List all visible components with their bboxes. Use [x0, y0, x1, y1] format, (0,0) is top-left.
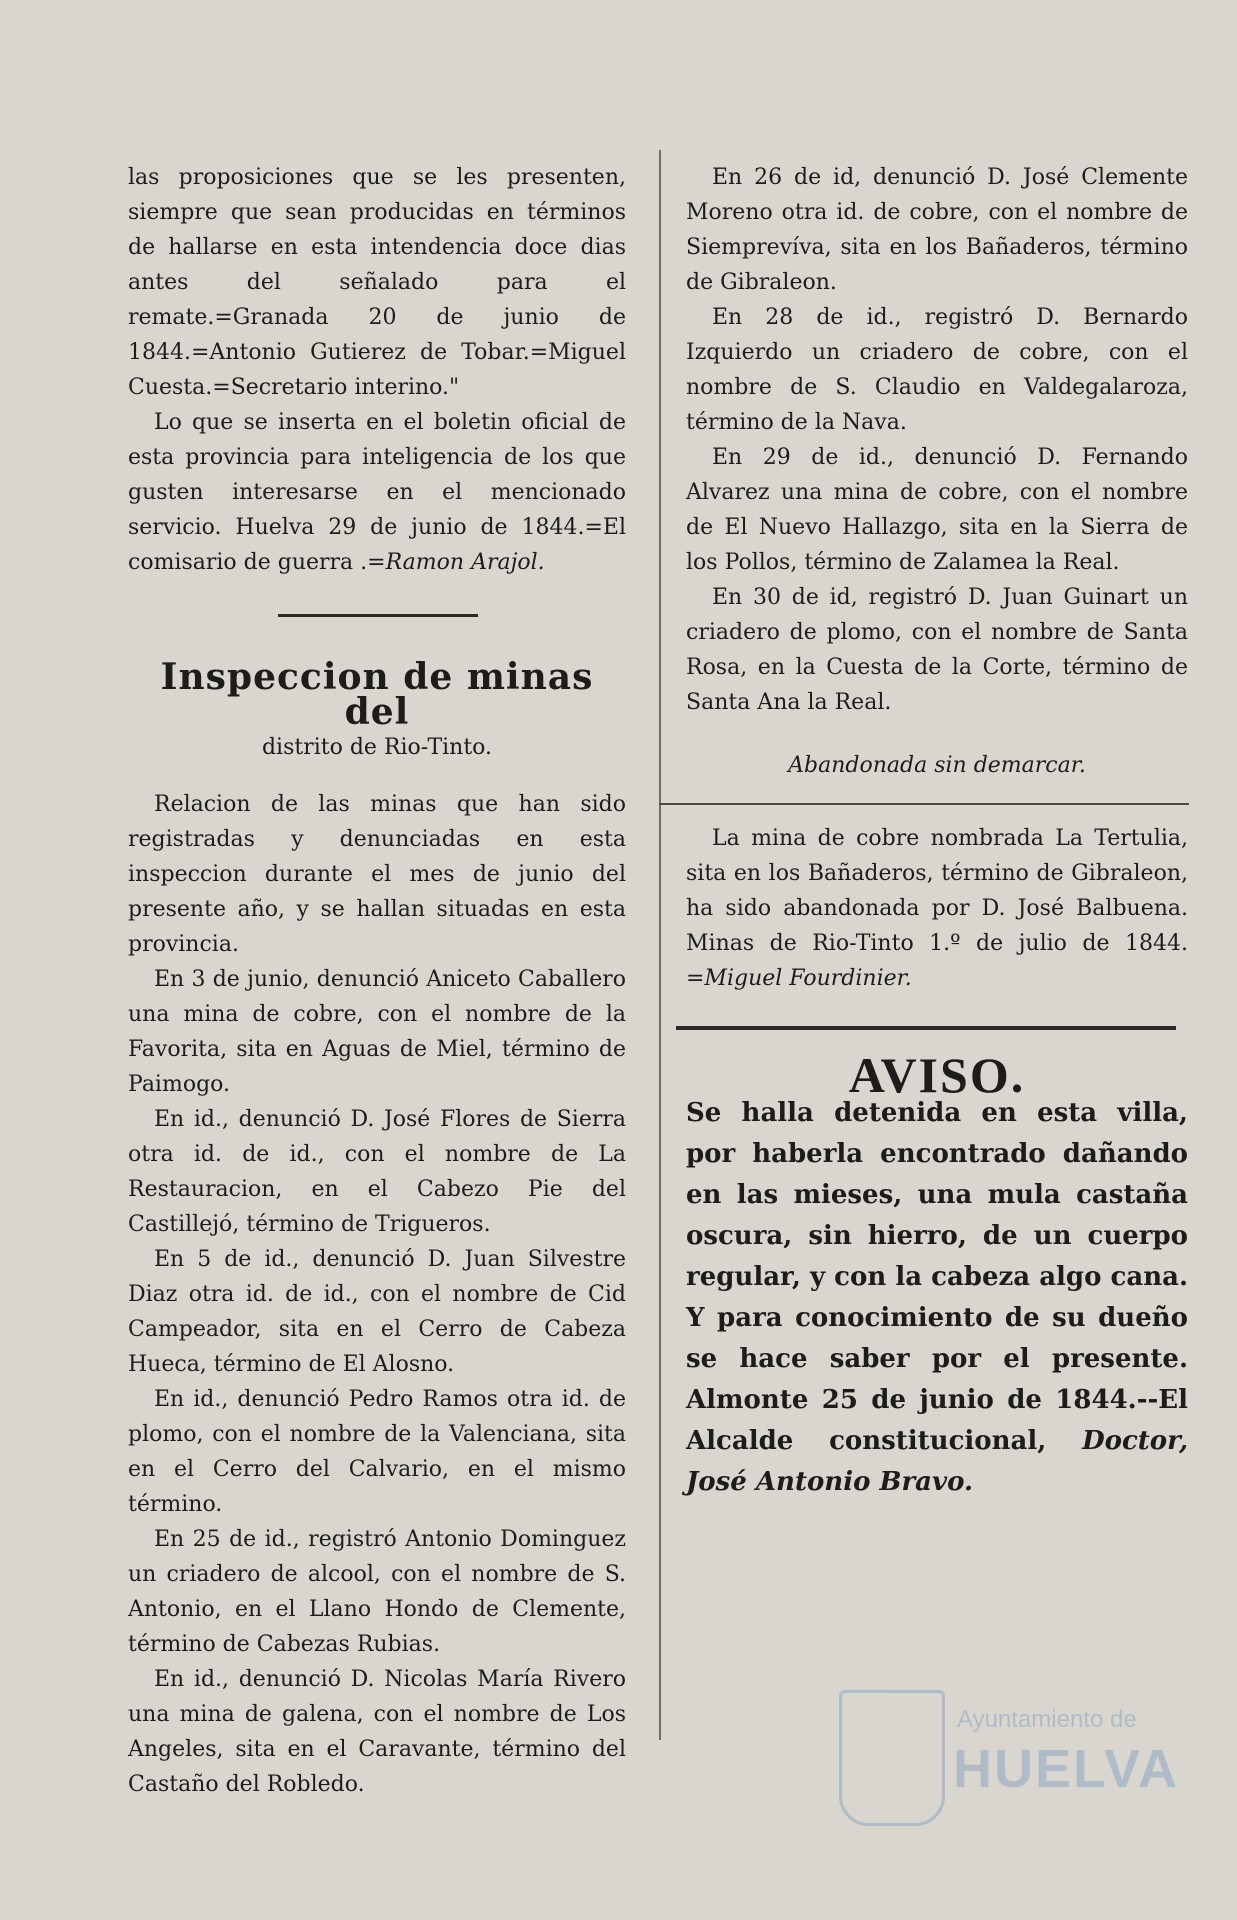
left-paragraph-7: En id., denunció Pedro Ramos otra id. de plomo, con el nombre de la Valenciana, sita en el Cerro del Calvario, en el mismo término. [128, 1387, 626, 1517]
watermark-line-2: HUELVA [953, 1739, 1179, 1799]
left-signature: Ramon Arajol. [385, 550, 545, 575]
left-paragraph-3: Relacion de las minas que han sido registradas y denunciadas en esta inspeccion durante el mes de junio del presente año, y se hallan situadas en esta provincia. [128, 792, 626, 957]
left-paragraph-1: las proposiciones que se les presenten, siempre que sean producidas en términos de hallarse en esta intendencia doce dias antes del señalado para el remate.=Granada 20 de junio de 1844.=Antonio Gutierez de Tobar.=Miguel Cuesta.=Secretario interino." [128, 165, 626, 400]
left-paragraph-9: En id., denunció D. Nicolas María Rivero una mina de galena, con el nombre de Los Angeles, sita en el Caravante, término del Castaño del Robledo. [128, 1667, 626, 1797]
aviso-body-text: Se halla detenida en esta villa, por haberla encontrado dañando en las mieses, una mula castaña oscura, sin hierro, de un cuerpo regular, y con la cabeza algo cana. Y para conocimiento de su dueño se hace saber por el presente. Almonte 25 de junio de 1844.--El Alcalde constitucional, [686, 1098, 1188, 1456]
right-column [686, 160, 1188, 1503]
section-subtitle: distrito de Rio-Tinto. [261, 735, 493, 760]
right-paragraph-1: En 26 de id, denunció D. José Clemente Moreno otra id. de cobre, con el nombre de Siemprevíva, sita en los Bañaderos, término de Gibraleon. [686, 165, 1188, 295]
right-paragraph-2: En 28 de id., registró D. Bernardo Izquierdo un criadero de cobre, con el nombre de S. Claudio en Valdegalaroza, término de la Nava. [686, 305, 1188, 435]
right-paragraph-5-text: La mina de cobre nombrada La Tertulia, sita en los Bañaderos, término de Gibraleon, ha sido abandonada por D. José Balbuena. Minas de Rio-Tinto 1.º de julio de 1844. [686, 826, 1188, 956]
watermark [839, 1682, 1179, 1832]
right-divider-area-1 [686, 783, 1188, 821]
right-divider-2 [676, 1026, 1176, 1030]
left-paragraph-2 [128, 405, 626, 580]
aviso-body [686, 1093, 1188, 1503]
right-divider-1 [659, 803, 1189, 805]
left-paragraph-4: En 3 de junio, denunció Aniceto Caballero una mina de cobre, con el nombre de la Favorita, sita en Aguas de Miel, término de Paimogo. [128, 967, 626, 1097]
section-title: Inspeccion de minas del [160, 656, 594, 733]
aviso-title: AVISO. [848, 1047, 1026, 1103]
abandoned-heading: Abandonada sin demarcar. [788, 753, 1086, 778]
right-signature: =Miguel Fourdinier. [686, 966, 912, 991]
column-divider [659, 150, 661, 1740]
right-divider-area-2 [686, 996, 1188, 1058]
left-divider [278, 614, 478, 617]
left-paragraph-2-text: Lo que se inserta en el boletin oficial de esta provincia para inteligencia de los que gusten interesarse en el mencionado servicio. Huelva 29 de junio de 1844.=El comisario de guerra .= [128, 410, 626, 575]
right-paragraph-5 [686, 821, 1188, 996]
right-paragraph-3: En 29 de id., denunció D. Fernando Alvarez una mina de cobre, con el nombre de El Nuevo Hallazgo, sita en la Sierra de los Pollos, término de Zalamea la Real. [686, 445, 1188, 575]
shield-icon [839, 1690, 945, 1826]
right-paragraph-4: En 30 de id, registró D. Juan Guinart un criadero de plomo, con el nombre de Santa Rosa, en la Cuesta de la Corte, término de Santa Ana la Real. [686, 585, 1188, 715]
watermark-line-1: Ayuntamiento de [957, 1706, 1137, 1733]
left-paragraph-8: En 25 de id., registró Antonio Dominguez un criadero de alcool, con el nombre de S. Antonio, en el Llano Hondo de Clemente, término de Cabezas Rubias. [128, 1527, 626, 1657]
left-paragraph-5: En id., denunció D. José Flores de Sierra otra id. de id., con el nombre de La Restauracion, en el Cabezo Pie del Castillejó, término de Trigueros. [128, 1107, 626, 1237]
aviso-signature: Doctor, José Antonio Bravo. [686, 1426, 1188, 1497]
left-divider-area [128, 580, 626, 660]
left-paragraph-6: En 5 de id., denunció D. Juan Silvestre Diaz otra id. de id., con el nombre de Cid Campeador, sita en el Cerro de Cabeza Hueca, término de El Alosno. [128, 1247, 626, 1377]
left-column [128, 160, 626, 1802]
